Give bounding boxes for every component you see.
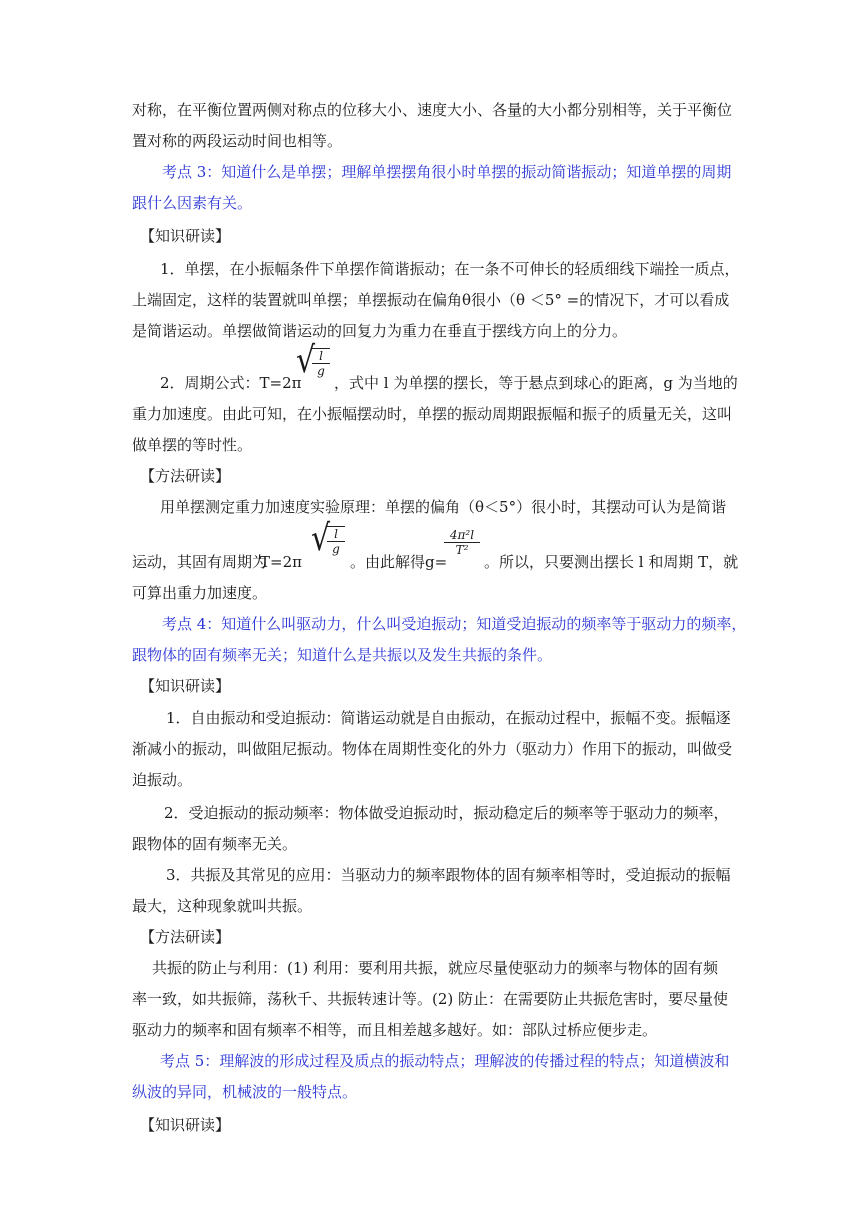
paragraph-line: 重力加速度。由此可知，在小振幅摆动时，单摆的振动周期跟振幅和振子的质量无关，这叫 — [132, 405, 733, 423]
paragraph-line: 可算出重力加速度。 — [132, 584, 268, 602]
g-formula-label: g= — [425, 553, 448, 571]
paragraph-line: 渐减小的振动，叫做阻尼振动。物体在周期性变化的外力（驱动力）作用下的振动，叫做受 — [132, 740, 733, 758]
section-label-knowledge: 【知识研读】 — [140, 1116, 231, 1134]
paragraph-line: 共振的防止与利用：(1) 利用：要利用共振，就应尽量使驱动力的频率与物体的固有频 — [152, 959, 719, 977]
paragraph-line: 上端固定，这样的装置就叫单摆；单摆振动在偏角θ很小（θ ＜5° =的情况下，才可以看成 — [132, 291, 730, 309]
period-formula-inline: T=2π — [260, 553, 302, 571]
paragraph-line: 用单摆测定重力加速度实验原理：单摆的偏角（θ＜5°）很小时，其摆动可认为是简谐 — [160, 498, 727, 516]
exam-point-4-heading: 考点 4：知道什么叫驱动力，什么叫受迫振动；知道受迫振动的频率等于驱动力的频率， — [162, 615, 747, 633]
paragraph-line: 迫振动。 — [132, 771, 193, 789]
g-fraction — [444, 528, 480, 557]
exam-point-5-heading: 考点 5：理解波的形成过程及质点的振动特点；理解波的传播过程的特点；知道横波和 — [160, 1052, 730, 1070]
paragraph-line: ，式中 l 为单摆的摆长，等于悬点到球心的距离，g 为当地的 — [334, 374, 738, 392]
paragraph-line: 。由此解得 — [350, 553, 426, 571]
paragraph-line: 最大，这种现象就叫共振。 — [132, 897, 313, 915]
paragraph-line: 。所以，只要测出摆长 l 和周期 T，就 — [484, 553, 739, 571]
sqrt-denominator: g — [332, 542, 340, 556]
paragraph-line: 驱动力的频率和固有频率不相等，而且相差越多越好。如：部队过桥应便步走。 — [132, 1021, 658, 1039]
paragraph-line: 率一致，如共振筛，荡秋千、共振转速计等。(2) 防止：在需要防止共振危害时，要尽量使 — [132, 990, 729, 1008]
exam-point-4-heading-cont: 跟物体的固有频率无关；知道什么是共振以及发生共振的条件。 — [132, 646, 553, 664]
paragraph-line: 是简谐运动。单摆做简谐运动的回复力为重力在垂直于摆线方向上的分力。 — [132, 322, 628, 340]
paragraph-line: 置对称的两段运动时间也相等。 — [132, 132, 343, 150]
paragraph-line: 运动，其固有周期为 — [132, 553, 268, 571]
section-label-knowledge: 【知识研读】 — [140, 677, 231, 695]
exam-point-3-heading: 考点 3：知道什么是单摆；理解单摆摆角很小时单摆的振动简谐振动；知道单摆的周期 — [162, 163, 732, 181]
g-fraction-numerator: 4π²l — [444, 528, 480, 543]
sqrt-l-over-g: √ $\frac{l}{g}$ — [296, 346, 336, 390]
sqrt-denominator: g — [317, 364, 325, 378]
sqrt-numerator: l — [312, 349, 330, 364]
paragraph-line: 对称，在平衡位置两侧对称点的位移大小、速度大小、各量的大小都分别相等，关于平衡位 — [132, 101, 733, 119]
paragraph-line: 1．单摆，在小振幅条件下单摆作简谐振动；在一条不可伸长的轻质细线下端拴一质点， — [160, 260, 740, 278]
section-label-knowledge: 【知识研读】 — [140, 227, 231, 245]
paragraph-line: 跟物体的固有频率无关。 — [132, 835, 298, 853]
section-label-method: 【方法研读】 — [140, 928, 231, 946]
period-formula-label: 2．周期公式：T=2π — [160, 374, 302, 392]
exam-point-3-heading-cont: 跟什么因素有关。 — [132, 194, 253, 212]
sqrt-l-over-g-2: √ $\frac{l}{g}$ — [311, 524, 351, 568]
paragraph-line: 2．受迫振动的振动频率：物体做受迫振动时，振动稳定后的频率等于驱动力的频率， — [164, 804, 729, 822]
sqrt-numerator: l — [327, 527, 345, 542]
exam-point-5-heading-cont: 纵波的异同，机械波的一般特点。 — [132, 1083, 358, 1101]
paragraph-line: 3．共振及其常见的应用：当驱动力的频率跟物体的固有频率相等时，受迫振动的振幅 — [166, 866, 731, 884]
g-fraction-denominator: T² — [455, 543, 469, 557]
paragraph-line: 做单摆的等时性。 — [132, 436, 253, 454]
paragraph-line: 1．自由振动和受迫振动：简谐运动就是自由振动，在振动过程中，振幅不变。振幅逐 — [166, 709, 731, 727]
section-label-method: 【方法研读】 — [140, 467, 231, 485]
